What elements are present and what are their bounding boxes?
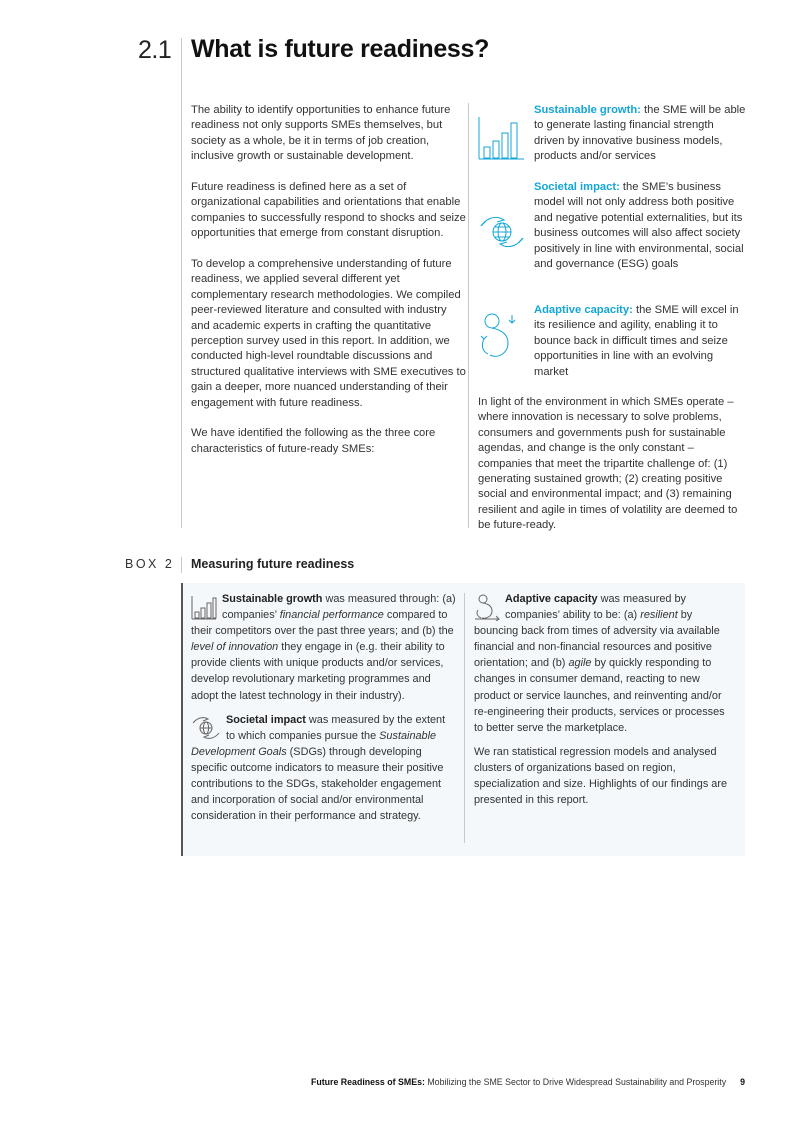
globe-hands-icon (191, 714, 221, 742)
feature-title: Adaptive capacity: (534, 304, 633, 316)
left-column (191, 103, 466, 473)
societal-measure: Societal impact was measured by the extent to which companies pursue the Sustainable Development Goals (SDGs) through developing specific outcome indicators to measure their positive contributions to the SDGs, stakeholder engagement and incorporation of social and/or environmental consideration in their performance and strategy. (191, 713, 446, 823)
globe-hands-icon (478, 210, 526, 260)
box-label-divider (181, 557, 182, 573)
growth-measure: Sustainable growth was measured through: (a) companies’ financial performance compared to their competitors over the past three years; and (b) the level of innovation they engage in (e.g. their ability to provide clients with unique products and/or services, develop revolutionary marketing programmes and adopt the latest technology in their industry). (191, 593, 456, 702)
section-divider (181, 38, 182, 528)
box-right-column (474, 591, 736, 816)
adaptive-path-icon (478, 311, 526, 361)
feature-text: Adaptive capacity: the SME will excel in its resilience and agility, enabling it to bounce back in difficult times and seize opportunities in line with an evolving market (534, 304, 739, 378)
footer-subtitle: Mobilizing the SME Sector to Drive Widespread Sustainability and Prosperity (424, 1077, 727, 1087)
page-title: What is future readiness? (191, 35, 490, 63)
methodology-paragraph: To develop a comprehensive understanding of future readiness, we applied several different yet complementary research methodologies. We compiled peer-reviewed literature and consulted with industry and academic experts in crafting the quantitative perception survey used in this report. In addition, we conducted high-level roundtable discussions and structured qualitative interviews with SME executives to gain a deeper, more nuanced understanding of their engagement with future readiness. (191, 258, 466, 409)
feature-text: Sustainable growth: the SME will be able to generate lasting financial strength driven by innovative business models, products and/or services (534, 104, 746, 163)
feature-title: Sustainable growth: (534, 104, 641, 116)
feature-text: Societal impact: the SME’s business model will not only address both positive and negative potential externalities, but its business outcomes will also affect society positively in line with environmental, social and governance (ESG) goals (534, 181, 744, 271)
column-divider (468, 103, 469, 528)
page-footer (311, 1077, 745, 1087)
box-title: Measuring future readiness (191, 557, 355, 571)
adaptive-measure: Adaptive capacity was measured by companies’ ability to be: (a) resilient by bouncing back from times of adversity via available financial and non-financial resources and positive orientation; and (b) agile by quickly responding to changes in consumer demand, reacting to new product or service launches, and reinventing and/or re-engineering their products, services or processes to better serve the marketplace. (474, 593, 725, 734)
intro-paragraph: The ability to identify opportunities to enhance future readiness not only supports SMEs themselves, but society as a whole, be it in terms of job creation, inclusive growth or sustainable development. (191, 104, 451, 163)
conclusion-paragraph: In light of the environment in which SMEs operate – where innovation is necessary to solve problems, consumers and governments push for sustainable agendas, and change is the only constant – companies that meet the tripartite challenge of: (1) generating sustained growth; (2) creating positive social and environmental impact; and (3) remaining resilient and agile in times of volatility are deemed to be future-ready. (478, 396, 738, 532)
box-column-divider (464, 593, 465, 843)
box-label: BOX 2 (125, 557, 175, 571)
adaptive-path-icon (474, 593, 500, 621)
box-left-column (191, 591, 456, 832)
bar-chart-icon (478, 111, 526, 161)
footer-title: Future Readiness of SMEs: (311, 1077, 425, 1087)
bar-chart-icon (191, 593, 217, 621)
page-number: 9 (740, 1077, 745, 1087)
section-number: 2.1 (138, 36, 172, 64)
methods-paragraph: We ran statistical regression models and analysed clusters of organizations based on region, specialization and size. Highlights of our findings are presented in this report. (474, 745, 728, 807)
definition-paragraph: Future readiness is defined here as a set of organizational capabilities and orientations that enable companies to successfully respond to shocks and seize opportunities that emerge from constant disruption. (191, 181, 466, 240)
feature-title: Societal impact: (534, 181, 620, 193)
characteristics-paragraph: We have identified the following as the three core characteristics of future-ready SMEs: (191, 427, 436, 455)
